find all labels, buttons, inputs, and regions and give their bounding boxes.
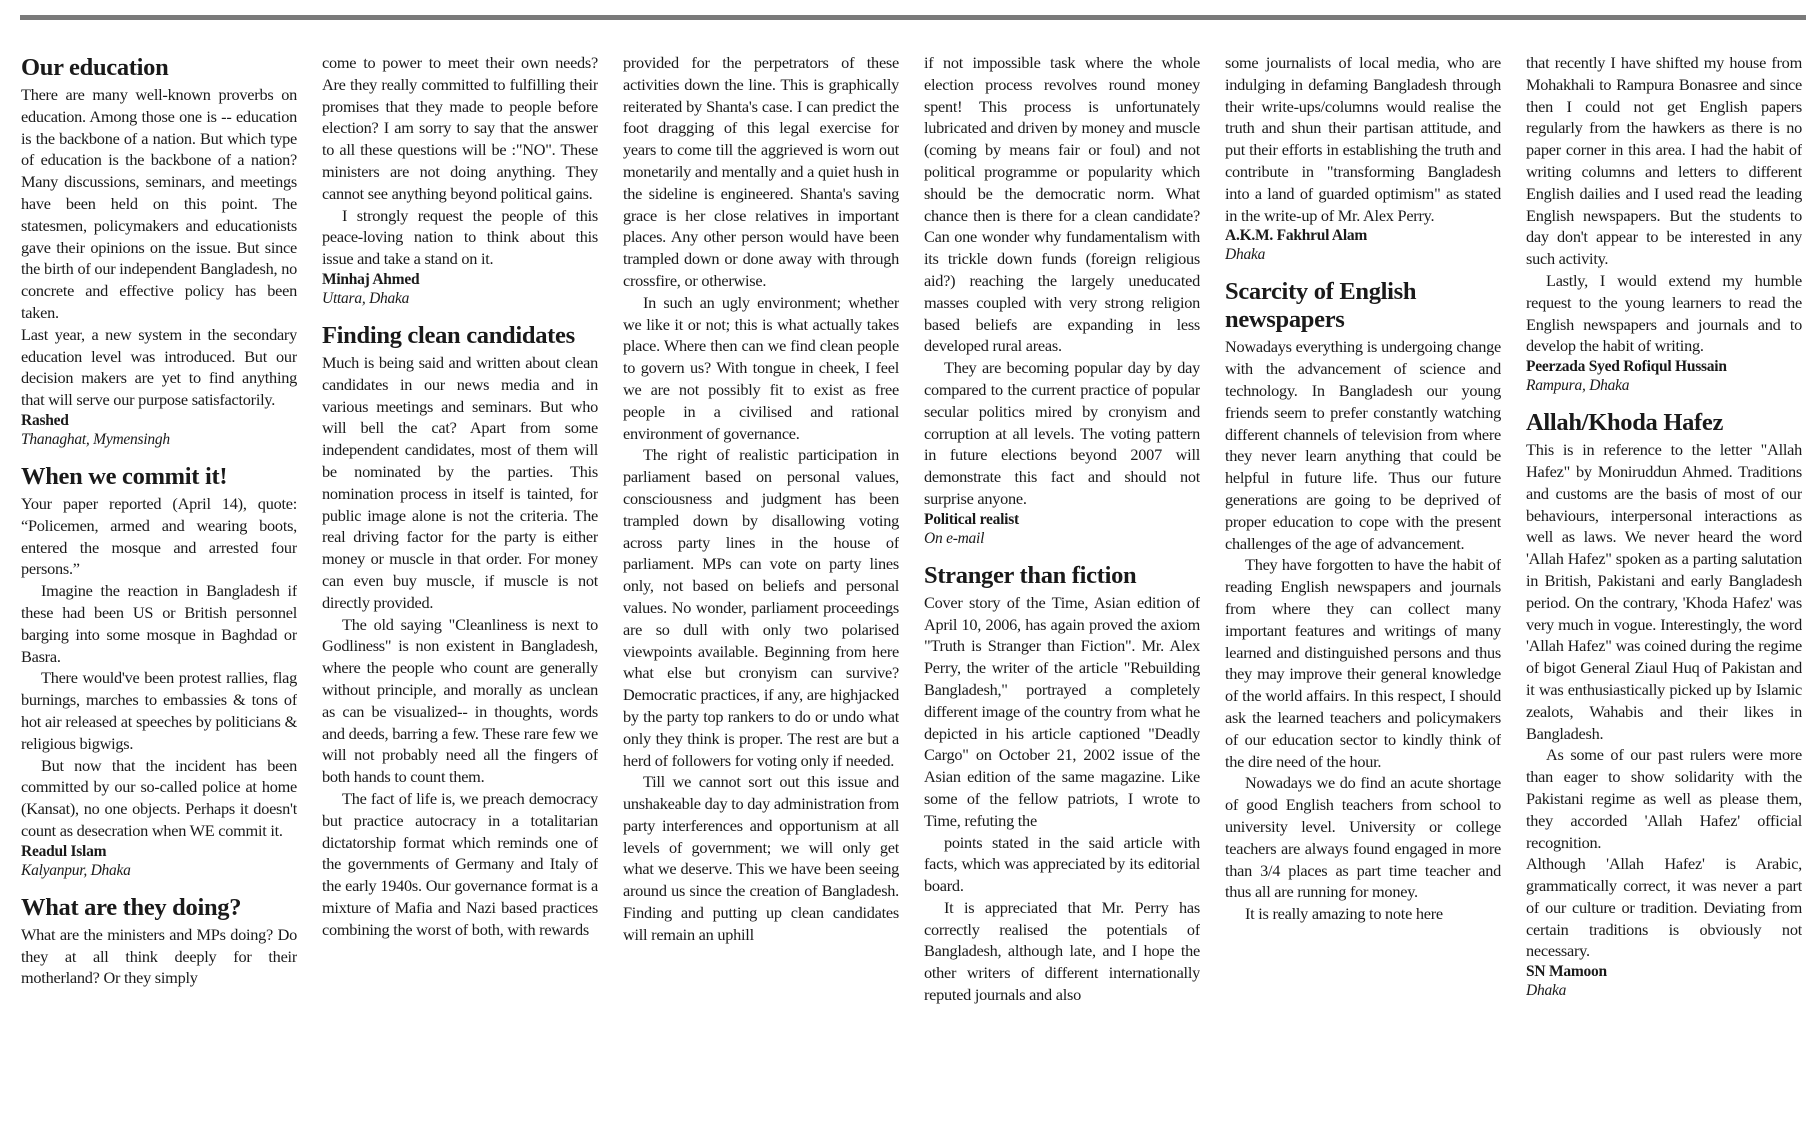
paragraph: Last year, a new system in the secondary education level was introduced. But our decision makers are yet to find anything that will serve our purpose satisfactorily. — [21, 324, 297, 410]
paragraph: It is really amazing to note here — [1245, 904, 1443, 924]
paragraph: This is in reference to the letter "Allah Hafez" by Moniruddun Ahmed. Traditions and customs are the basis of most of our behaviours, interpersonal interactions as well as laws. We never heard the word 'Allah Hafez" spoken as a parting salutation in British, Pakistani and early Bangladesh period. On the contrary, 'Khoda Hafez' was very much in vogue. Interestingly, the word 'Allah Hafez" was coined during the regime of bigot General Ziaul Huq of Pakistan and it was enthusiastically picked up by Islamic zealots, Wahabis and their likes in Bangladesh. — [1526, 440, 1802, 743]
paragraph: The right of realistic participation in parliament based on personal values, consciousness and judgment has been trampled down by disallowing voting across party lines in the house of parliament. MPs can vote on party lines only, not based on beliefs and personal values. No wonder, parliament proceedings are so dull with only two polarised viewpoints available. Beginning from here what else but cronyism can survive? Democratic practices, if any, are highjacked by the party top rankers to do or undo what only they think is proper. The rest are but a herd of followers for voting only if needed. — [623, 445, 899, 770]
paragraph: They have forgotten to have the habit of reading English newspapers and journals from where they can collect many important features and writings of many learned and distinguished persons and thus they may improve their general knowledge of the world affairs. In this respect, I should ask the learned teachers and policymakers of our education sector to kindly think of the dire need of the hour. — [1225, 555, 1501, 771]
paragraph: Till we cannot sort out this issue and unshakeable day to day administration from party interferences and opportunism at all levels of government; we will only get what we deserve. This we have been seeing around us since the creation of Bangladesh. Finding and putting up clean candidates will remain an uphill — [623, 772, 899, 944]
letter-headline: What are they doing? — [21, 893, 242, 921]
column-4 — [924, 52, 1200, 1112]
paragraph: It is appreciated that Mr. Perry has correctly realised the potentials of Bangladesh, although late, and I hope the other writers of different internationally reputed journals and also — [924, 897, 1200, 1005]
letter-headline: Stranger than fiction — [924, 561, 1137, 589]
paragraph: What are the ministers and MPs doing? Do they at all think deeply for their motherland? Or they simply — [21, 924, 297, 988]
letter-headline: Finding clean candidates — [322, 321, 575, 349]
paragraph: But now that the incident has been committed by our so-called police at home (Kansat), no one objects. Perhaps it doesn't count as desecration when WE commit it. — [21, 755, 297, 840]
letter-author: Rashed — [21, 411, 69, 429]
letter-author: A.K.M. Fakhrul Alam — [1225, 227, 1368, 245]
paragraph: come to power to meet their own needs? Are they really committed to fulfilling their promises that they made to people before election? I am sorry to say that the answer to all these questions will be :"NO". These ministers are not doing anything. They cannot see anything beyond political gains. — [322, 53, 598, 203]
letter-location: Thanaghat, Mymensingh — [21, 430, 170, 448]
paragraph: points stated in the said article with facts, which was appreciated by its editorial board. — [924, 832, 1200, 896]
letter-author: SN Mamoon — [1526, 963, 1607, 981]
letter-location: On e-mail — [924, 529, 985, 547]
paragraph: In such an ugly environment; whether we like it or not; this is what actually takes place. Where then can we find clean people to govern us? With tongue in cheek, I feel we are not possibly fit to exist as free people in a civilised and rational environment of governance. — [623, 292, 899, 443]
paragraph: Although 'Allah Hafez' is Arabic, grammatically correct, it was never a part of our culture or tradition. Deviating from certain traditions is obviously not necessary. — [1526, 854, 1802, 961]
paragraph: Cover story of the Time, Asian edition of April 10, 2006, has again proved the axiom "Truth is Stranger than Fiction". Mr. Alex Perry, the writer of the article "Rebuilding Bangladesh," portrayed a completely different image of the country from what he depicted in his article captioned "Deadly Cargo" on October 21, 2002 issue of the Asian edition of the same magazine. Like some of the fellow patriots, I wrote to Time, refuting the — [924, 592, 1200, 830]
paragraph: Much is being said and written about clean candidates in our news media and in various meetings and seminars. But who will bell the cat? Apart from some independent candidates, most of them will be nominated by the parties. This nomination process in itself is tainted, for public image alone is not the criteria. The real driving factor for the party is either money or muscle in that order. For money can even buy muscle, if muscle is not directly provided. — [322, 352, 598, 612]
paragraph: I strongly request the people of this peace-loving nation to think about this issue and take a stand on it. — [322, 205, 598, 269]
paragraph: There would've been protest rallies, flag burnings, marches to embassies & tons of hot air released at speeches by politicians & religious bigwigs. — [21, 668, 297, 753]
letter-headline: Allah/Khoda Hafez — [1526, 409, 1724, 437]
letters-columns — [21, 52, 1807, 1112]
letter-location: Uttara, Dhaka — [322, 289, 410, 307]
letter-headline: Scarcity of English newspapers — [1225, 278, 1417, 334]
paragraph: Nowadays everything is undergoing change with the advancement of science and technology. In Bangladesh our young friends seem to prefer constantly watching different channels of television from where they never learn anything that could be helpful in future life. Thus our future generations are going to be deprived of proper education to cope with the present challenges of the age of advancement. — [1225, 337, 1501, 553]
column-1 — [21, 52, 297, 1112]
letter-author: Readul Islam — [21, 842, 107, 860]
top-rule — [20, 15, 1806, 20]
letter-location: Rampura, Dhaka — [1526, 377, 1630, 395]
paragraph: The fact of life is, we preach democracy but practice autocracy in a totalitarian dictatorship format which reminds one of the governments of Germany and Italy of the early 1940s. Our governance format is a mixture of Mafia and Nazi based practices combining the worst of both, with rewards — [322, 788, 598, 939]
paragraph: There are many well-known proverbs on education. Among those one is -- education is the backbone of a nation. But which type of education is the backbone of a nation? Many discussions, seminars, and meetings have been held on this point. The statesmen, policymakers and educationists gave their opinions on the issue. But since the birth of our independent Bangladesh, no concrete and effective policy has been taken. — [21, 85, 297, 322]
letter-author: Minhaj Ahmed — [322, 270, 420, 288]
paragraph: that recently I have shifted my house from Mohakhali to Rampura Bonasree and since then I could not get English papers regularly from the hawkers as there is no paper corner in this area. I had the habit of writing columns and letters to different English dailies and I used read the leading English newspapers. But the students to day don't appear to be interested in any such activity. — [1526, 53, 1802, 269]
paragraph: They are becoming popular day by day compared to the current practice of popular secular politics mired by cronyism and corruption at all levels. The voting pattern in future elections beyond 2007 will demonstrate this fact and should not surprise anyone. — [924, 358, 1200, 508]
paragraph: some journalists of local media, who are indulging in defaming Bangladesh through their write-ups/columns would realise the truth and shun their partisan attitude, and put their efforts in establishing the truth and contribute in "transforming Bangladesh into a land of guarded optimism" as stated in the write-up of Mr. Alex Perry. — [1225, 53, 1501, 225]
paragraph: Lastly, I would extend my humble request to the young learners to read the English newspapers and journals and to develop the habit of writing. — [1526, 270, 1802, 356]
letter-headline: Our education — [21, 54, 169, 81]
letter-location: Dhaka — [1526, 982, 1567, 1000]
letter-location: Kalyanpur, Dhaka — [21, 861, 131, 879]
paragraph: As some of our past rulers were more than eager to show solidarity with the Pakistani regime as well as please them, they accorded 'Allah Hafez' official recognition. — [1526, 745, 1802, 852]
column-6 — [1526, 52, 1802, 1112]
paragraph: if not impossible task where the whole election process revolves round money spent! This process is unfortunately lubricated and driven by money and muscle (coming by means fair or foul) and not political programme or popularity which should be the democratic norm. What chance then is there for a clean candidate? Can one wonder why fundamentalism with its trickle down funds (foreign religious aid?) reaching the largely uneducated masses coupled with very strong religion based beliefs are expanding in less developed rural areas. — [924, 53, 1200, 356]
letter-headline: When we commit it! — [21, 462, 228, 490]
paragraph: Nowadays we do find an acute shortage of good English teachers from school to university level. University or college teachers are always found engaged in more than 3/4 places as part time teacher and thus all are running for money. — [1225, 773, 1501, 902]
paragraph: Imagine the reaction in Bangladesh if these had been US or British personnel barging into some mosque in Baghdad or Basra. — [21, 581, 297, 666]
paragraph: provided for the perpetrators of these activities down the line. This is graphically reiterated by Shanta's case. I can predict the foot dragging of this legal exercise for years to come till the aggrieved is worn out monetarily and mentally and a quiet hush in the sideline is engineered. Shanta's saving grace is her close relatives in important places. Any other person would have been trampled down or done away with through crossfire, or otherwise. — [623, 53, 899, 290]
letter-author: Political realist — [924, 510, 1019, 528]
letter-author: Peerzada Syed Rofiqul Hussain — [1526, 358, 1727, 376]
column-5 — [1225, 52, 1501, 1112]
column-3 — [623, 52, 899, 1112]
letter-location: Dhaka — [1225, 246, 1266, 264]
column-2 — [322, 52, 598, 1112]
paragraph: The old saying "Cleanliness is next to Godliness" is non existent in Bangladesh, where the people who count are generally without principle, and morally as unclean as can be visualized-- in thoughts, words and deeds, barring a few. These rare few we will not probably need all the fingers of both hands to count them. — [322, 614, 598, 787]
paragraph: Your paper reported (April 14), quote: “Policemen, armed and wearing boots, entered the mosque and arrested four persons.” — [21, 493, 297, 579]
